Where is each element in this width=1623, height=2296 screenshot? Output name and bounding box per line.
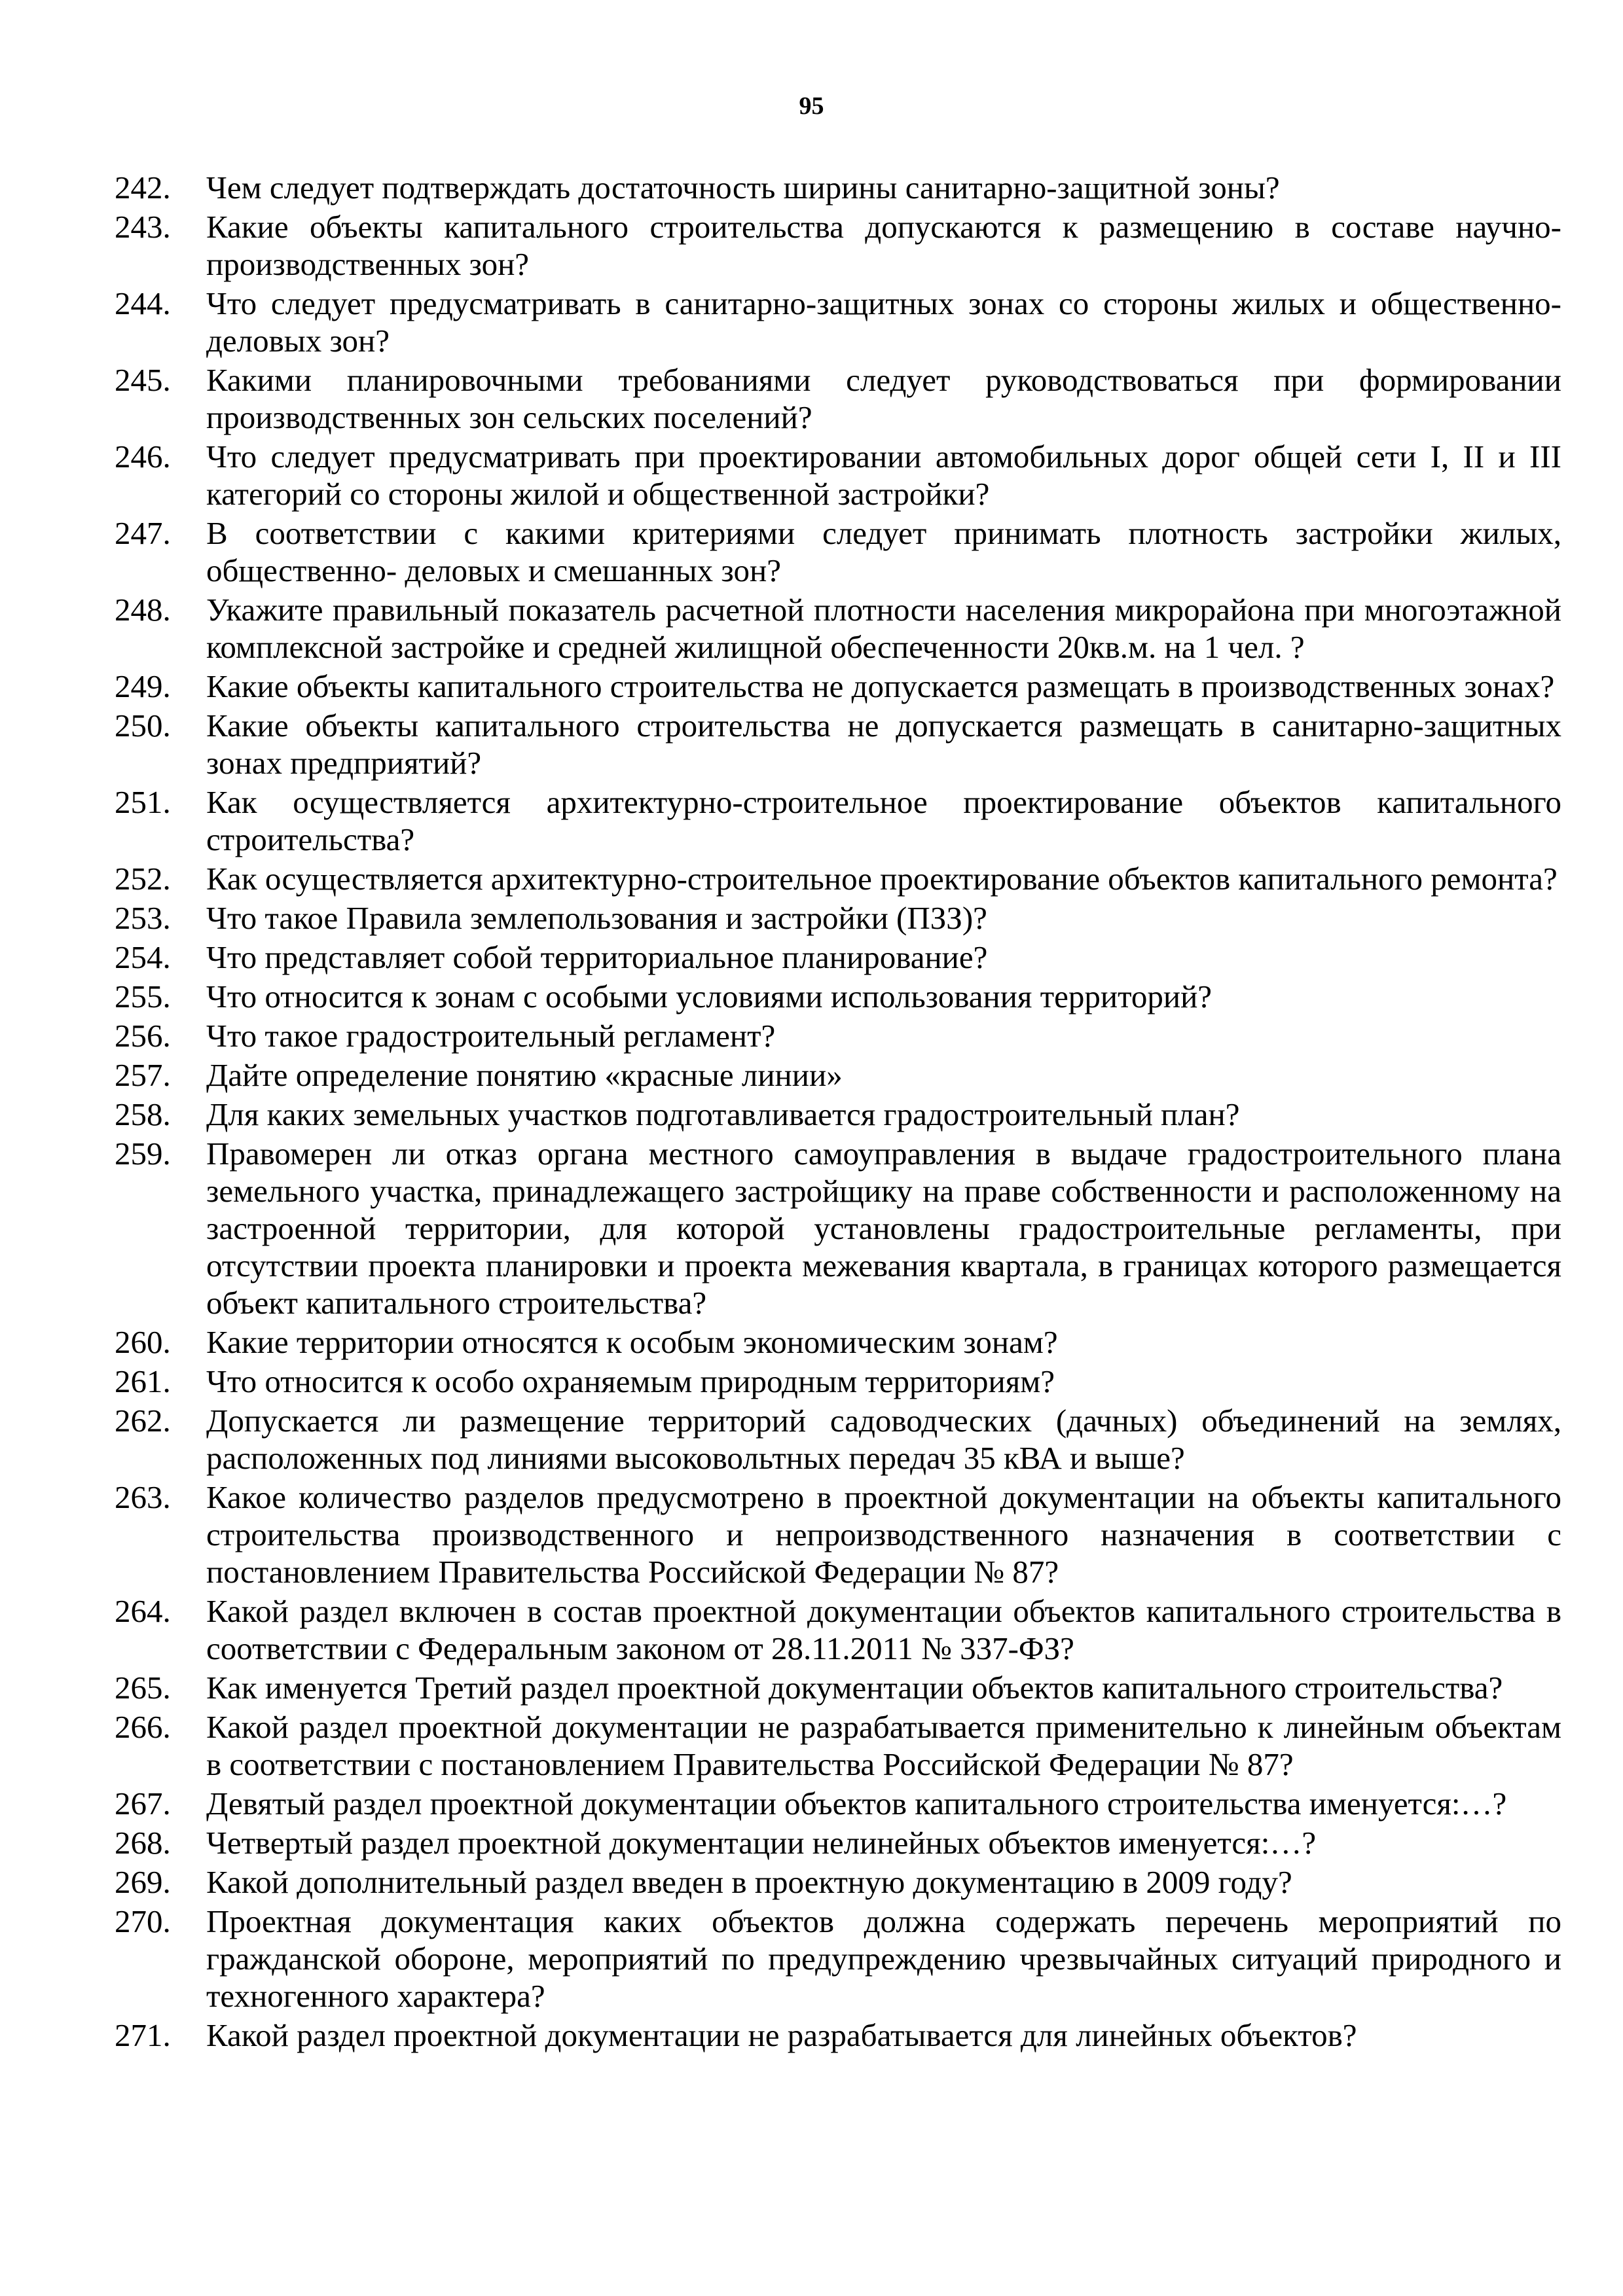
question-item	[115, 1363, 1561, 1400]
question-item	[115, 1402, 1561, 1477]
question-number: 262.	[115, 1403, 171, 1439]
question-number: 264.	[115, 1593, 171, 1629]
question-item	[115, 1135, 1561, 1321]
question-item	[115, 1863, 1561, 1901]
question-number: 265.	[115, 1670, 171, 1706]
question-number: 245.	[115, 362, 171, 398]
question-text: Какие территории относятся к особым экономическим зонам?	[206, 1324, 1058, 1360]
question-number: 253.	[115, 900, 171, 936]
question-text: Четвертый раздел проектной документации нелинейных объектов именуется:…?	[206, 1825, 1317, 1861]
question-text: Дайте определение понятию «красные линии»	[206, 1057, 843, 1093]
question-number: 266.	[115, 1709, 171, 1745]
question-number: 242.	[115, 170, 171, 206]
question-item	[115, 1669, 1561, 1706]
question-item	[115, 208, 1561, 283]
question-item	[115, 1056, 1561, 1094]
question-number: 269.	[115, 1864, 171, 1900]
question-number: 244.	[115, 285, 171, 321]
question-text: Какой дополнительный раздел введен в проектную документацию в 2009 году?	[206, 1864, 1292, 1900]
question-number: 248.	[115, 592, 171, 628]
question-item	[115, 169, 1561, 206]
question-number: 267.	[115, 1785, 171, 1821]
question-text: Какое количество разделов предусмотрено в проектной документации на объекты капитального строительства производственного и непроизводственного назначения в соответствии с постановлением Правительства Российской Федерации № 87?	[206, 1479, 1561, 1590]
question-item	[115, 860, 1561, 897]
question-number: 257.	[115, 1057, 171, 1093]
question-text: Что следует предусматривать при проектировании автомобильных дорог общей сети I, II и III категорий со стороны жилой и общественной застройки?	[206, 439, 1561, 512]
question-item	[115, 1785, 1561, 1822]
question-text: Девятый раздел проектной документации объектов капитального строительства именуется:…?	[206, 1785, 1507, 1821]
question-text: Что следует предусматривать в санитарно-защитных зонах со стороны жилых и общественно-деловых зон?	[206, 285, 1561, 359]
question-text: Проектная документация каких объектов должна содержать перечень мероприятий по гражданской обороне, мероприятий по предупреждению чрезвычайных ситуаций природного и техногенного характера?	[206, 1903, 1561, 2014]
question-text: Что представляет собой территориальное планирование?	[206, 939, 988, 975]
question-item	[115, 1479, 1561, 1590]
question-item	[115, 1592, 1561, 1667]
question-number: 243.	[115, 209, 171, 245]
question-item	[115, 899, 1561, 937]
question-number: 250.	[115, 708, 171, 744]
question-number: 260.	[115, 1324, 171, 1360]
question-number: 246.	[115, 439, 171, 475]
question-number: 261.	[115, 1363, 171, 1399]
question-item	[115, 1824, 1561, 1861]
question-text: Как осуществляется архитектурно-строительное проектирование объектов капитального ремонта?	[206, 861, 1558, 897]
question-text: Какими планировочными требованиями следует руководствоваться при формировании производственных зон сельских поселений?	[206, 362, 1561, 435]
question-item	[115, 1096, 1561, 1133]
question-item	[115, 285, 1561, 359]
question-text: Какой раздел проектной документации не разрабатывается применительно к линейным объектам в соответствии с постановлением Правительства Российской Федерации № 87?	[206, 1709, 1561, 1782]
question-number: 270.	[115, 1903, 171, 1939]
question-text: Допускается ли размещение территорий садоводческих (дачных) объединений на землях, расположенных под линиями высоковольтных передач 35 кВА и выше?	[206, 1403, 1561, 1476]
question-item	[115, 1708, 1561, 1783]
question-number: 252.	[115, 861, 171, 897]
question-text: Правомерен ли отказ органа местного самоуправления в выдаче градостроительного плана земельного участка, принадлежащего застройщику на праве собственности и расположенному на застроенной территории, для которой установлены градостроительные регламенты, при отсутствии проекта планировки и проекта межевания квартала, в границах которого размещается объект капитального строительства?	[206, 1136, 1561, 1321]
question-number: 263.	[115, 1479, 171, 1515]
question-text: Какие объекты капитального строительства не допускается размещать в санитарно-защитных зонах предприятий?	[206, 708, 1561, 781]
question-text: Что относится к зонам с особыми условиями использования территорий?	[206, 978, 1213, 1014]
question-item	[115, 707, 1561, 781]
question-number: 255.	[115, 978, 171, 1014]
question-text: Какие объекты капитального строительства не допускается размещать в производственных зонах?	[206, 668, 1555, 704]
question-number: 251.	[115, 784, 171, 820]
question-item	[115, 978, 1561, 1015]
question-number: 249.	[115, 668, 171, 704]
question-item	[115, 438, 1561, 512]
question-number: 258.	[115, 1096, 171, 1132]
question-number: 247.	[115, 515, 171, 551]
question-item	[115, 1903, 1561, 2015]
question-list	[115, 169, 1561, 2056]
question-text: В соответствии с какими критериями следует принимать плотность застройки жилых, общественно- деловых и смешанных зон?	[206, 515, 1561, 588]
question-number: 271.	[115, 2017, 171, 2053]
question-text: Как осуществляется архитектурно-строительное проектирование объектов капитального строительства?	[206, 784, 1561, 857]
question-text: Что относится к особо охраняемым природным территориям?	[206, 1363, 1055, 1399]
page-number: 95	[799, 92, 824, 120]
question-item	[115, 783, 1561, 858]
question-text: Какой раздел включен в состав проектной документации объектов капитального строительства в соответствии с Федеральным законом от 28.11.2011 № 337-ФЗ?	[206, 1593, 1561, 1666]
question-number: 268.	[115, 1825, 171, 1861]
question-text: Какой раздел проектной документации не разрабатывается для линейных объектов?	[206, 2017, 1357, 2053]
question-text: Укажите правильный показатель расчетной плотности населения микрорайона при многоэтажной комплексной застройке и средней жилищной обеспеченности 20кв.м. на 1 чел. ?	[206, 592, 1561, 665]
question-item	[115, 939, 1561, 976]
question-number: 254.	[115, 939, 171, 975]
question-number: 259.	[115, 1136, 171, 1172]
question-text: Что такое градостроительный регламент?	[206, 1018, 776, 1054]
question-item	[115, 514, 1561, 589]
question-item	[115, 2017, 1561, 2054]
question-number: 256.	[115, 1018, 171, 1054]
question-item	[115, 1017, 1561, 1054]
question-text: Как именуется Третий раздел проектной документации объектов капитального строительства?	[206, 1670, 1503, 1706]
question-item	[115, 668, 1561, 705]
question-text: Что такое Правила землепользования и застройки (ПЗЗ)?	[206, 900, 987, 936]
question-text: Чем следует подтверждать достаточность ширины санитарно-защитной зоны?	[206, 170, 1280, 206]
question-item	[115, 591, 1561, 666]
question-text: Для каких земельных участков подготавливается градостроительный план?	[206, 1096, 1240, 1132]
question-item	[115, 361, 1561, 436]
question-text: Какие объекты капитального строительства допускаются к размещению в составе научно-производственных зон?	[206, 209, 1561, 282]
question-item	[115, 1323, 1561, 1361]
